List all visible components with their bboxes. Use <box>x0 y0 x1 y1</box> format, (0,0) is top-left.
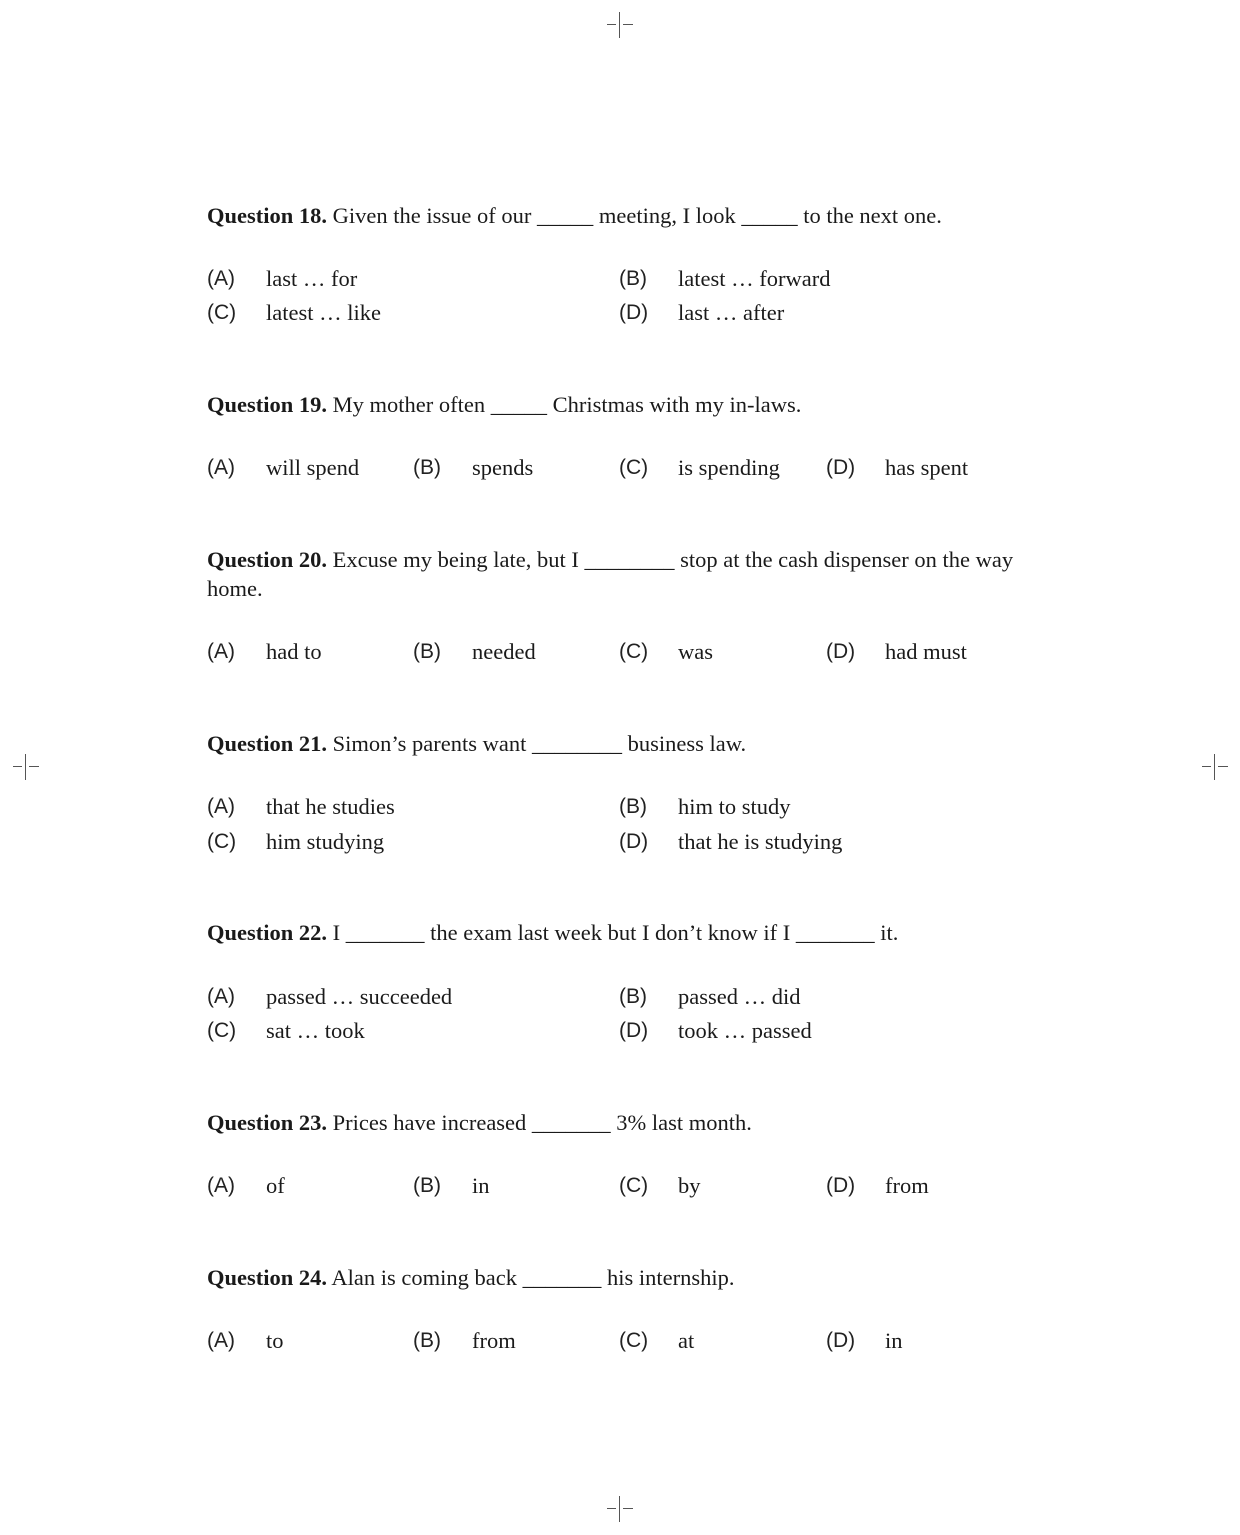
option-letter: (D) <box>826 640 856 663</box>
option-text: has spent <box>885 455 969 480</box>
question-text <box>207 201 1047 230</box>
option-letter: (A) <box>207 456 235 479</box>
question-text <box>207 918 1047 947</box>
option-text: spends <box>472 455 534 480</box>
option-letter: (A) <box>207 795 235 818</box>
option-text: passed … did <box>678 984 801 1009</box>
question-stem: I _______ the exam last week but I don’t know if I _______ it. <box>332 920 899 945</box>
option-letter: (C) <box>619 456 649 479</box>
question-18 <box>207 201 1047 325</box>
question-stem: My mother often _____ Christmas with my in-laws. <box>332 392 802 417</box>
option-text: needed <box>472 639 536 664</box>
option-text: in <box>885 1328 903 1353</box>
option-letter: (C) <box>207 830 237 853</box>
option-text: latest … forward <box>678 266 831 291</box>
option-letter: (B) <box>413 1329 441 1352</box>
question-label: Question 24. <box>207 1265 328 1290</box>
option-letter: (C) <box>619 640 649 663</box>
question-stem: Simon’s parents want ________ business law. <box>332 731 747 756</box>
option-text: by <box>678 1173 701 1198</box>
option-text: at <box>678 1328 695 1353</box>
option-letter: (B) <box>619 985 647 1008</box>
option-text: of <box>266 1173 285 1198</box>
option-letter: (B) <box>413 1174 441 1197</box>
question-label: Question 23. <box>207 1110 328 1135</box>
option-text: had to <box>266 639 322 664</box>
question-20 <box>207 545 1047 664</box>
option-letter: (D) <box>619 830 649 853</box>
option-text: last … for <box>266 266 358 291</box>
option-text: him to study <box>678 794 791 819</box>
crop-mark-bottom <box>607 1496 633 1522</box>
option-letter: (D) <box>826 1329 856 1352</box>
option-text: last … after <box>678 300 785 325</box>
question-label: Question 18. <box>207 203 328 228</box>
option-letter: (C) <box>619 1329 649 1352</box>
question-label: Question 22. <box>207 920 328 945</box>
option-text: is spending <box>678 455 780 480</box>
option-text: latest … like <box>266 300 381 325</box>
question-23 <box>207 1108 1047 1198</box>
question-stem: Prices have increased _______ 3% last month. <box>332 1110 752 1135</box>
option-text: was <box>678 639 713 664</box>
crop-mark-left <box>13 754 39 780</box>
question-text <box>207 390 1047 419</box>
question-label: Question 19. <box>207 392 328 417</box>
option-text: will spend <box>266 455 360 480</box>
option-text: in <box>472 1173 490 1198</box>
option-text: to <box>266 1328 284 1353</box>
question-24 <box>207 1263 1047 1353</box>
question-text <box>207 729 1047 758</box>
option-letter: (D) <box>826 1174 856 1197</box>
option-letter: (A) <box>207 1174 235 1197</box>
option-letter: (A) <box>207 640 235 663</box>
option-letter: (B) <box>413 640 441 663</box>
option-letter: (D) <box>826 456 856 479</box>
option-text: him studying <box>266 829 385 854</box>
option-text: took … passed <box>678 1018 812 1043</box>
option-text: from <box>885 1173 929 1198</box>
option-text: that he studies <box>266 794 395 819</box>
option-text: sat … took <box>266 1018 365 1043</box>
question-21 <box>207 729 1047 854</box>
question-text <box>207 1263 1047 1292</box>
question-stem: Alan is coming back _______ his internship. <box>331 1265 735 1290</box>
option-letter: (C) <box>207 1019 237 1042</box>
question-text <box>207 1108 1047 1137</box>
question-text <box>207 545 1047 603</box>
option-letter: (A) <box>207 1329 235 1352</box>
question-22 <box>207 918 1047 1043</box>
option-text: had must <box>885 639 967 664</box>
question-label: Question 21. <box>207 731 328 756</box>
question-stem: Given the issue of our _____ meeting, I look _____ to the next one. <box>332 203 942 228</box>
question-19 <box>207 390 1047 480</box>
option-letter: (B) <box>619 267 647 290</box>
option-text: from <box>472 1328 516 1353</box>
option-letter: (C) <box>619 1174 649 1197</box>
option-letter: (B) <box>619 795 647 818</box>
option-letter: (D) <box>619 301 649 324</box>
option-letter: (C) <box>207 301 237 324</box>
option-letter: (D) <box>619 1019 649 1042</box>
option-text: passed … succeeded <box>266 984 453 1009</box>
option-text: that he is studying <box>678 829 843 854</box>
crop-mark-right <box>1202 754 1228 780</box>
option-letter: (B) <box>413 456 441 479</box>
question-stem: Excuse my being late, but I ________ stop at the cash dispenser on the way home. <box>207 547 1014 601</box>
option-letter: (A) <box>207 267 235 290</box>
option-letter: (A) <box>207 985 235 1008</box>
question-label: Question 20. <box>207 547 328 572</box>
crop-mark-top <box>607 12 633 38</box>
